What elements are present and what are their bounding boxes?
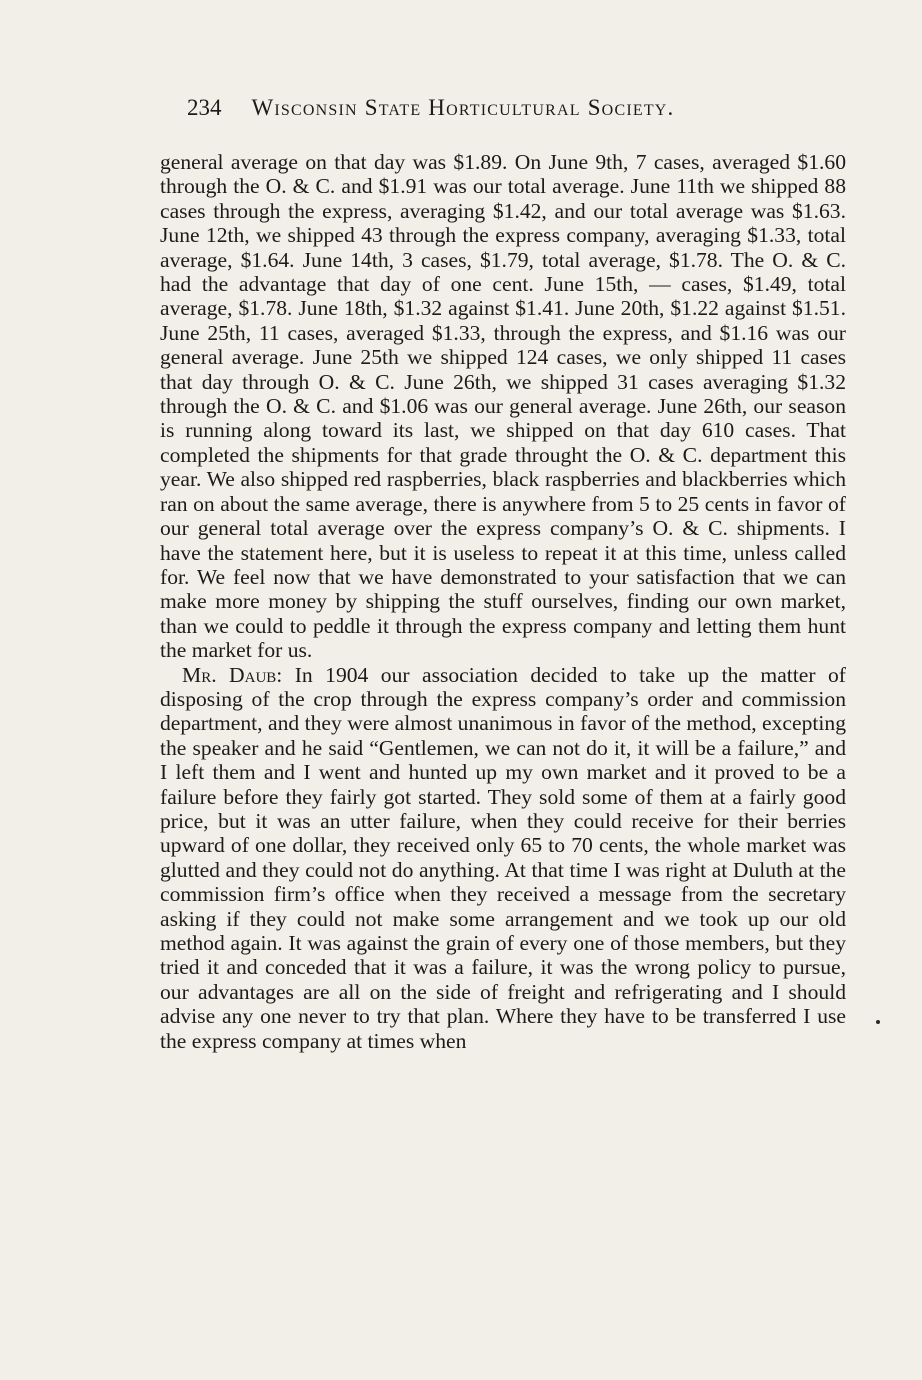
body-text <box>160 150 846 1053</box>
margin-dot <box>876 1020 880 1024</box>
running-title: Wisconsin State Horticultural Society. <box>251 95 675 120</box>
paragraph-text: In 1904 our association decided to take up the matter of disposing of the crop through the express company’s order and commission department, and they were almost unanimous in favor of the method, excepting the speaker and he said “Gentlemen, we can not do it, it will be a failure,” and I left them and I went and hunted up my own market and it proved to be a failure before they fairly got started. They sold some of them at a fairly good price, but it was an utter failure, when they could receive for their berries upward of one dollar, they received only 65 to 70 cents, the whole market was glutted and they could not do anything. At that time I was right at Duluth at the commission firm’s office when they received a message from the secretary asking if they could not make some arrangement and we took up our old method again. It was against the grain of every one of those members, but they tried it and conceded that it was a failure, it was the wrong policy to pursue, our advantages are all on the side of freight and refrigerating and I should advise any one never to try that plan. Where they have to be transferred I use the express company at times when <box>160 662 846 1053</box>
paragraph-text: general average on that day was $1.89. On June 9th, 7 cases, averaged $1.60 through the O. & C. and $1.91 was our total average. June 11th we shipped 88 cases through the express, averaging $1.42, and our total average was $1.63. June 12th, we shipped 43 through the express company, averaging $1.33, total average, $1.64. June 14th, 3 cases, $1.79, total average, $1.78. The O. & C. had the advantage that day of one cent. June 15th, — cases, $1.49, total average, $1.78. June 18th, $1.32 against $1.41. June 20th, $1.22 against $1.51. June 25th, 11 cases, averaged $1.33, through the express, and $1.16 was our general average. June 25th we shipped 124 cases, we only shipped 11 cases that day through O. & C. June 26th, we shipped 31 cases averaging $1.32 through the O. & C. and $1.06 was our general average. June 26th, our season is running along toward its last, we shipped on that day 610 cases. That completed the shipments for that grade throught the O. & C. department this year. We also shipped red raspberries, black raspberries and blackberries which ran on about the same average, there is anywhere from 5 to 25 cents in favor of our general total average over the express company’s O. & C. shipments. I have the statement here, but it is useless to repeat it at this time, unless called for. We feel now that we have demonstrated to your satisfaction that we can make more money by shipping the stuff ourselves, finding our own market, than we could to peddle it through the express company and letting them hunt the market for us. <box>160 150 846 663</box>
page-header <box>187 95 827 135</box>
paragraph-mr-daub <box>160 663 846 1054</box>
paragraph-continuation <box>160 150 846 663</box>
page-number: 234 <box>187 95 222 120</box>
speaker-name: Mr. Daub: <box>182 662 283 687</box>
